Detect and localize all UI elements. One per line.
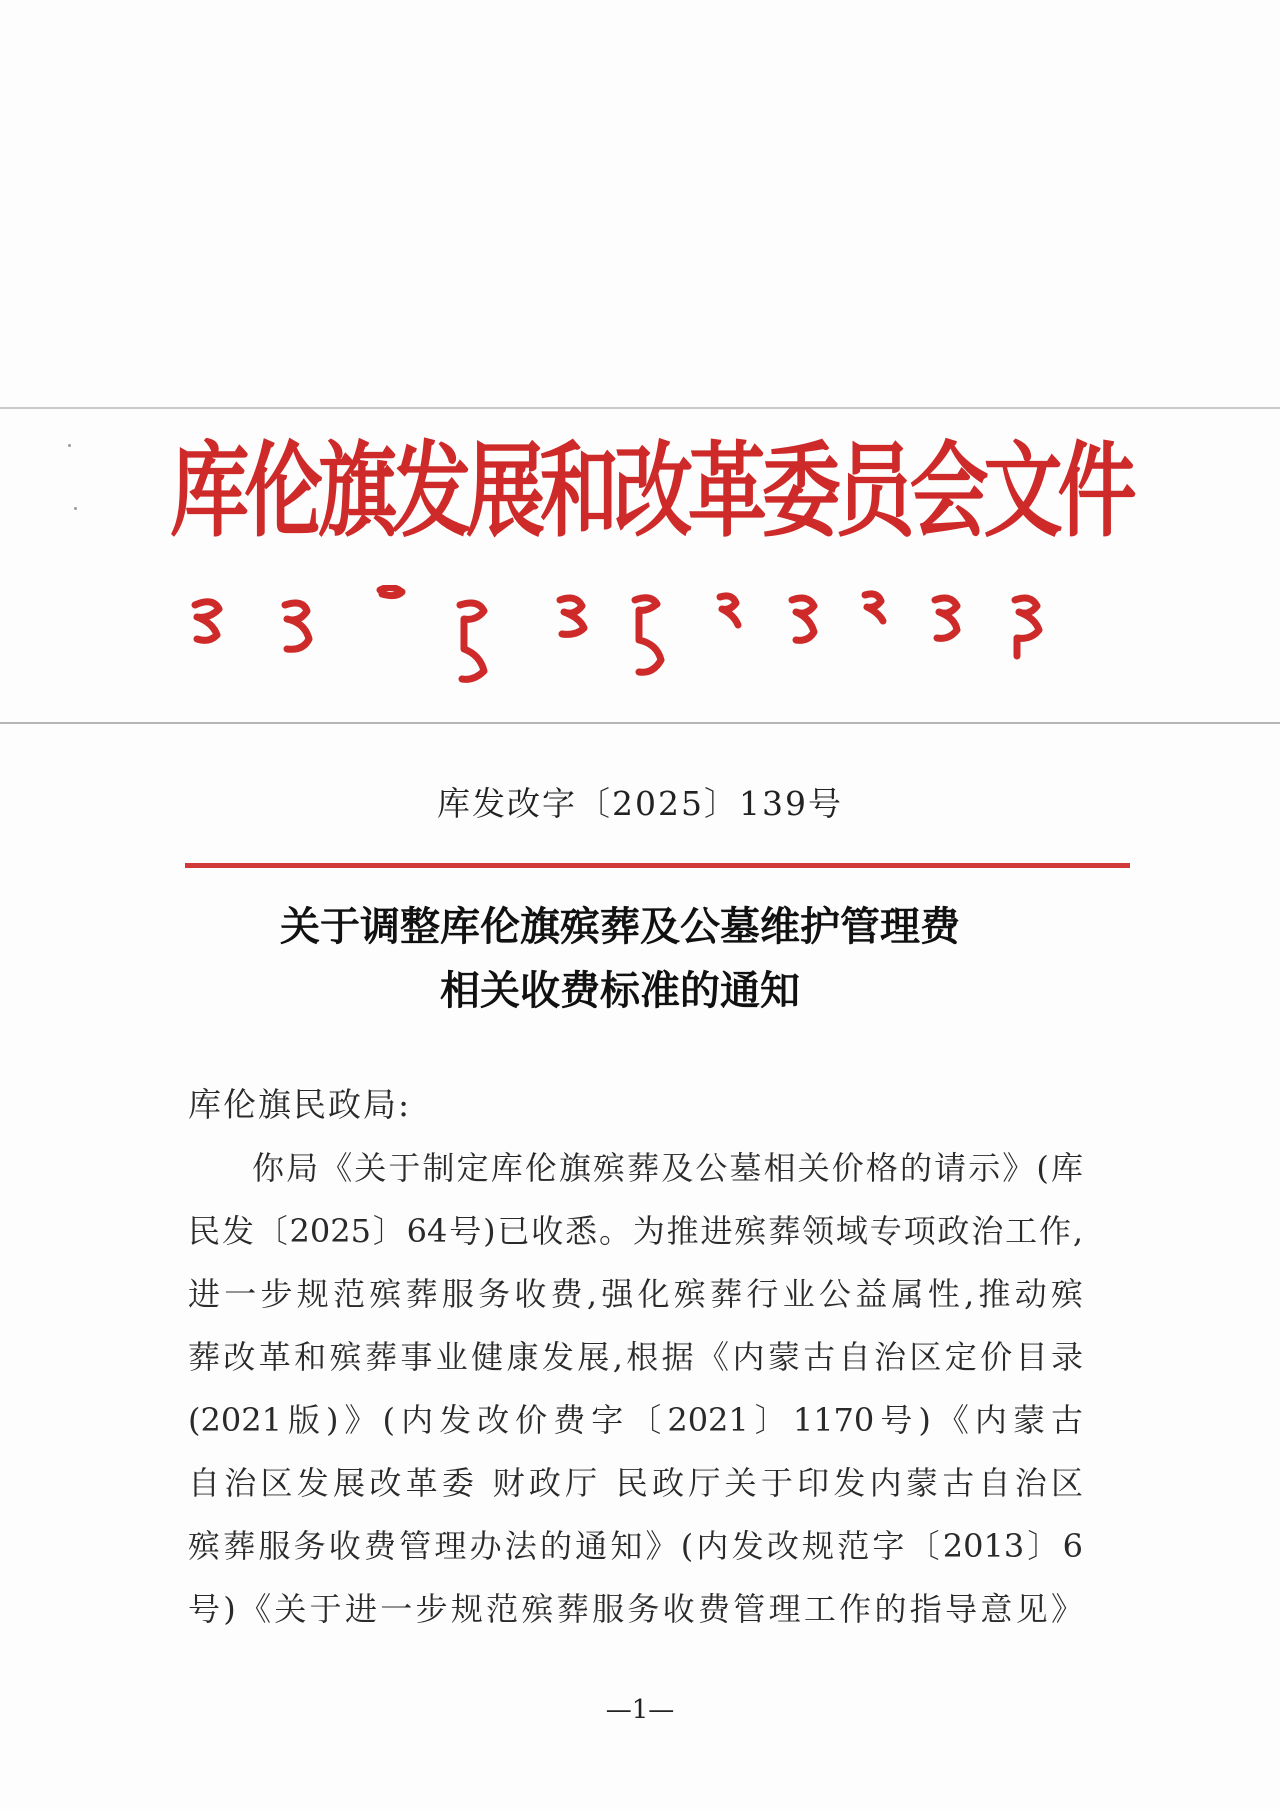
- subject-line: 相关收费标准的通知: [440, 968, 800, 1014]
- body-paragraph-line: 民发〔2025〕64号)已收悉。为推进殡葬领域专项政治工作,: [188, 1212, 1083, 1250]
- notice-subject-title: [0, 895, 1240, 1023]
- mongolian-glyph: [635, 598, 661, 673]
- body-paragraph-line: (2021版)》(内发改价费字〔2021〕1170号)《内蒙古: [188, 1401, 1083, 1439]
- mongolian-glyph: [865, 594, 883, 621]
- mongolian-glyph: [380, 587, 402, 595]
- body-paragraph-line: 你局《关于制定库伦旗殡葬及公墓相关价格的请示》(库: [252, 1149, 1083, 1187]
- body-paragraph-line: 葬改革和殡葬事业健康发展,根据《内蒙古自治区定价目录: [188, 1338, 1083, 1376]
- subject-line: 关于调整库伦旗殡葬及公墓维护管理费: [280, 904, 960, 950]
- body-paragraph-line: 殡葬服务收费管理办法的通知》(内发改规范字〔2013〕6: [188, 1527, 1083, 1565]
- issuer-header-title: 库伦旗发展和改革委员会文件: [170, 431, 1132, 551]
- body-paragraph-line: 号)《关于进一步规范殡葬服务收费管理工作的指导意见》: [188, 1590, 1083, 1628]
- mongolian-glyph: [935, 598, 957, 638]
- scan-speck: [74, 507, 77, 510]
- mongolian-glyph: [195, 602, 219, 641]
- scan-edge-top: [0, 407, 1280, 409]
- document-number: 库发改字〔2025〕139号: [437, 784, 843, 823]
- red-separator-rule: [185, 863, 1130, 868]
- mongolian-glyph: [460, 603, 484, 679]
- mongolian-glyph: [560, 598, 584, 634]
- scan-speck: [68, 444, 71, 447]
- mongolian-glyph: [792, 598, 814, 640]
- body-paragraph-line: 进一步规范殡葬服务收费,强化殡葬行业公益属性,推动殡: [188, 1275, 1083, 1313]
- mongolian-glyph: [1015, 598, 1039, 656]
- fold-line: [0, 722, 1280, 724]
- addressee: 库伦旗民政局:: [188, 1085, 412, 1124]
- mongolian-glyph: [720, 596, 738, 625]
- body-paragraph-line: 自治区发展改革委 财政厅 民政厅关于印发内蒙古自治区: [188, 1464, 1083, 1502]
- page-number: —1—: [605, 1695, 675, 1725]
- mongolian-glyph: [285, 603, 309, 649]
- mongolian-script-header: [190, 585, 1120, 695]
